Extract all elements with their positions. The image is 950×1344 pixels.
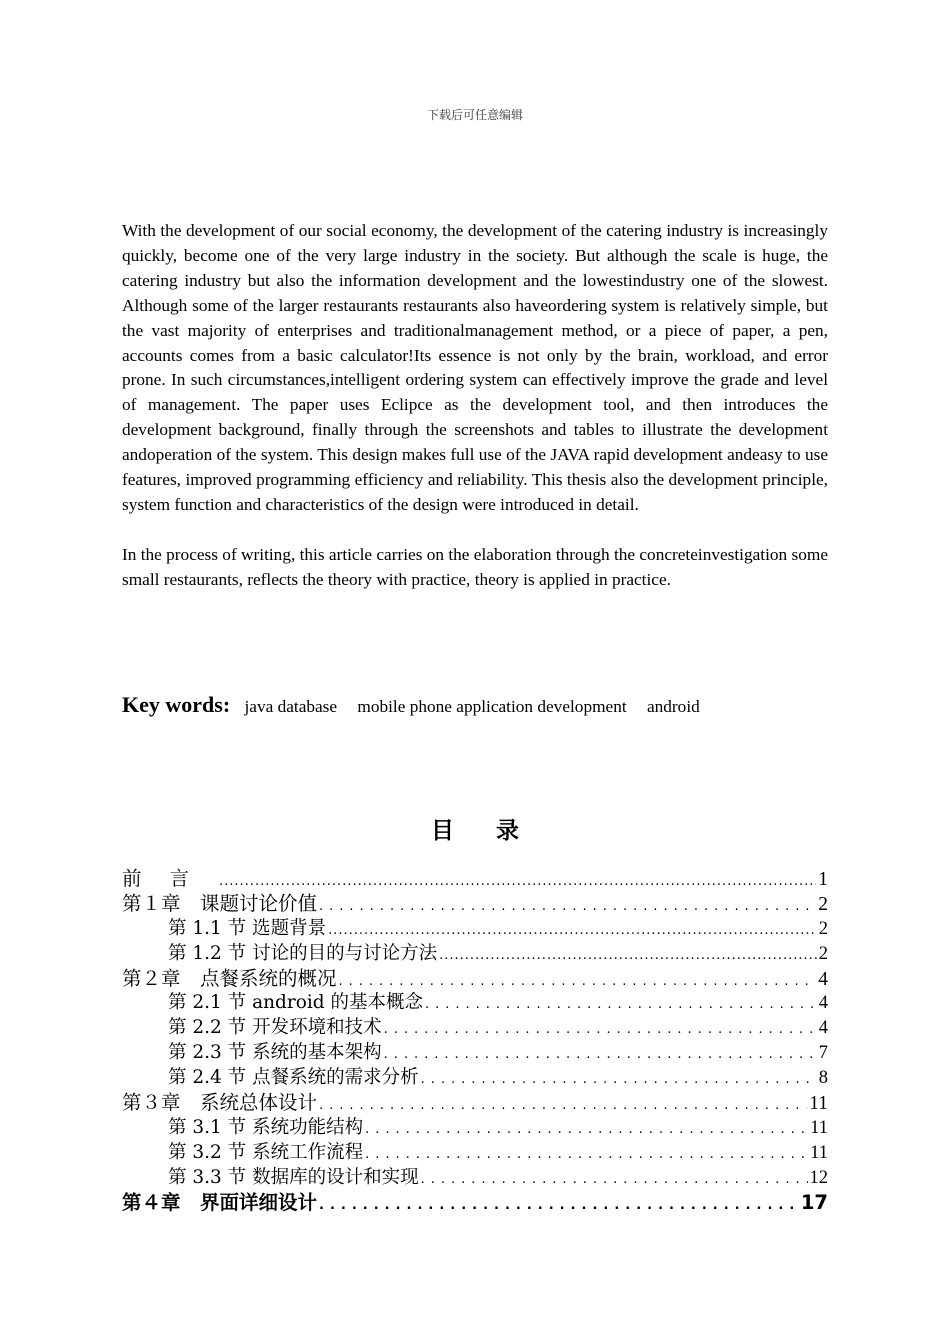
abstract-body [122,219,828,617]
toc-leader-dots [425,993,817,1016]
abstract-paragraph-1: With the development of our social economy, the development of the catering industry is increasingly quickly, become one of the very large industry in the society. But although the scale is huge, the catering industry but also the information development and the lowestindustry one of the slowest. Although some of the larger restaurants restaurants also haveordering system is relatively simple, but the vast majority of enterprises and traditionalmanagement method, or a piece of paper, a pen, accounts comes from a basic calculator!Its essence is not only by the brain, workload, and error prone. In such circumstances,intelligent ordering system can effectively improve the grade and level of management. The paper uses Eclipce as the development tool, and then introduces the development background, finally through the screenshots and tables to illustrate the development andoperation of the system. This design makes full use of the JAVA rapid development andeasy to use features, improved programming efficiency and reliability. This thesis also the development principle, system function and characteristics of the design were introduced in detail. [122,221,828,514]
toc-entry-page: 2 [818,918,828,939]
toc-entry-chapter-2[interactable] [122,967,828,992]
toc-entry-section-3-1[interactable] [122,1116,828,1141]
toc-entry-page: 1 [818,869,828,890]
toc-entry-page: 11 [810,1142,828,1163]
page-header: 下载后可任意编辑 [426,108,523,122]
toc-leader-dots [365,1118,808,1141]
toc-entry-page: 4 [818,993,828,1014]
toc-entry-label: 前言 [122,867,218,890]
toc-leader-dots [328,919,817,942]
toc-leader-dots [339,970,817,992]
toc-entry-section-2-4[interactable] [122,1066,828,1091]
toc-entry-label: 第 3.2 节 系统工作流程 [168,1141,364,1163]
keywords-label: Key words: [122,692,231,717]
toc-entry-label: 第 2.2 节 开发环境和技术 [168,1017,382,1039]
toc-entry-section-3-2[interactable] [122,1141,828,1166]
toc-entry-page: 11 [809,1093,828,1115]
toc-entry-label: 第１章 课题讨论价值 [122,891,318,915]
toc-entry-label: 第 1.2 节 讨论的目的与讨论方法 [168,942,438,964]
toc-entry-page: 4 [818,968,828,990]
toc-entry-chapter-1[interactable] [122,892,828,917]
toc-entry-page: 7 [818,1043,828,1064]
toc-entry-label: 第 3.3 节 数据库的设计和实现 [168,1166,419,1188]
toc-entry-page: 2 [818,943,828,964]
keyword-item: java database [244,697,338,716]
toc-leader-dots [319,895,816,917]
toc-leader-dots [384,1018,817,1041]
abstract-paragraph-2: In the process of writing, this article carries on the elaboration through the concreteinvestigation some small restaurants, reflects the theory with practice, theory is applied in practice. [122,544,828,589]
toc-leader-dots [421,1168,808,1191]
table-of-contents [122,867,828,1215]
toc-entry-chapter-3[interactable] [122,1091,828,1116]
toc-title: 目录 [431,818,561,844]
toc-entry-section-1-2[interactable] [122,942,828,967]
toc-entry-page: 4 [818,1018,828,1039]
toc-leader-dots [319,1194,799,1216]
keyword-item: mobile phone application development [357,697,627,716]
toc-entry-page: 17 [800,1190,828,1214]
toc-entry-section-2-1[interactable] [122,991,828,1016]
toc-entry-section-2-2[interactable] [122,1016,828,1041]
toc-entry-page: 11 [810,1117,828,1138]
toc-entry-preface[interactable] [122,867,828,892]
toc-leader-dots [365,1143,808,1166]
toc-leader-dots [421,1068,817,1091]
toc-entry-label: 第 1.1 节 选题背景 [168,917,327,939]
toc-entry-chapter-4[interactable] [122,1191,828,1216]
toc-entry-section-2-3[interactable] [122,1041,828,1066]
toc-entry-label: 第２章 点餐系统的概况 [122,966,337,990]
toc-leader-dots [219,870,816,892]
toc-entry-label: 第 2.3 节 系统的基本架构 [168,1042,382,1064]
keyword-item: android [646,697,700,716]
toc-entry-label: 第 3.1 节 系统功能结构 [168,1116,364,1138]
toc-entry-label: 第 2.1 节 android 的基本概念 [168,992,423,1014]
toc-entry-page: 12 [809,1167,828,1188]
toc-entry-label: 第４章 界面详细设计 [122,1190,318,1214]
toc-entry-page: 2 [818,893,828,915]
toc-entry-section-1-1[interactable] [122,917,828,942]
keywords-line [122,690,828,722]
toc-entry-section-3-3[interactable] [122,1166,828,1191]
toc-entry-label: 第３章 系统总体设计 [122,1091,318,1115]
toc-leader-dots [384,1043,817,1066]
toc-leader-dots [319,1094,807,1116]
toc-entry-label: 第 2.4 节 点餐系统的需求分析 [168,1067,419,1089]
toc-entry-page: 8 [818,1068,828,1089]
toc-leader-dots [439,944,817,967]
